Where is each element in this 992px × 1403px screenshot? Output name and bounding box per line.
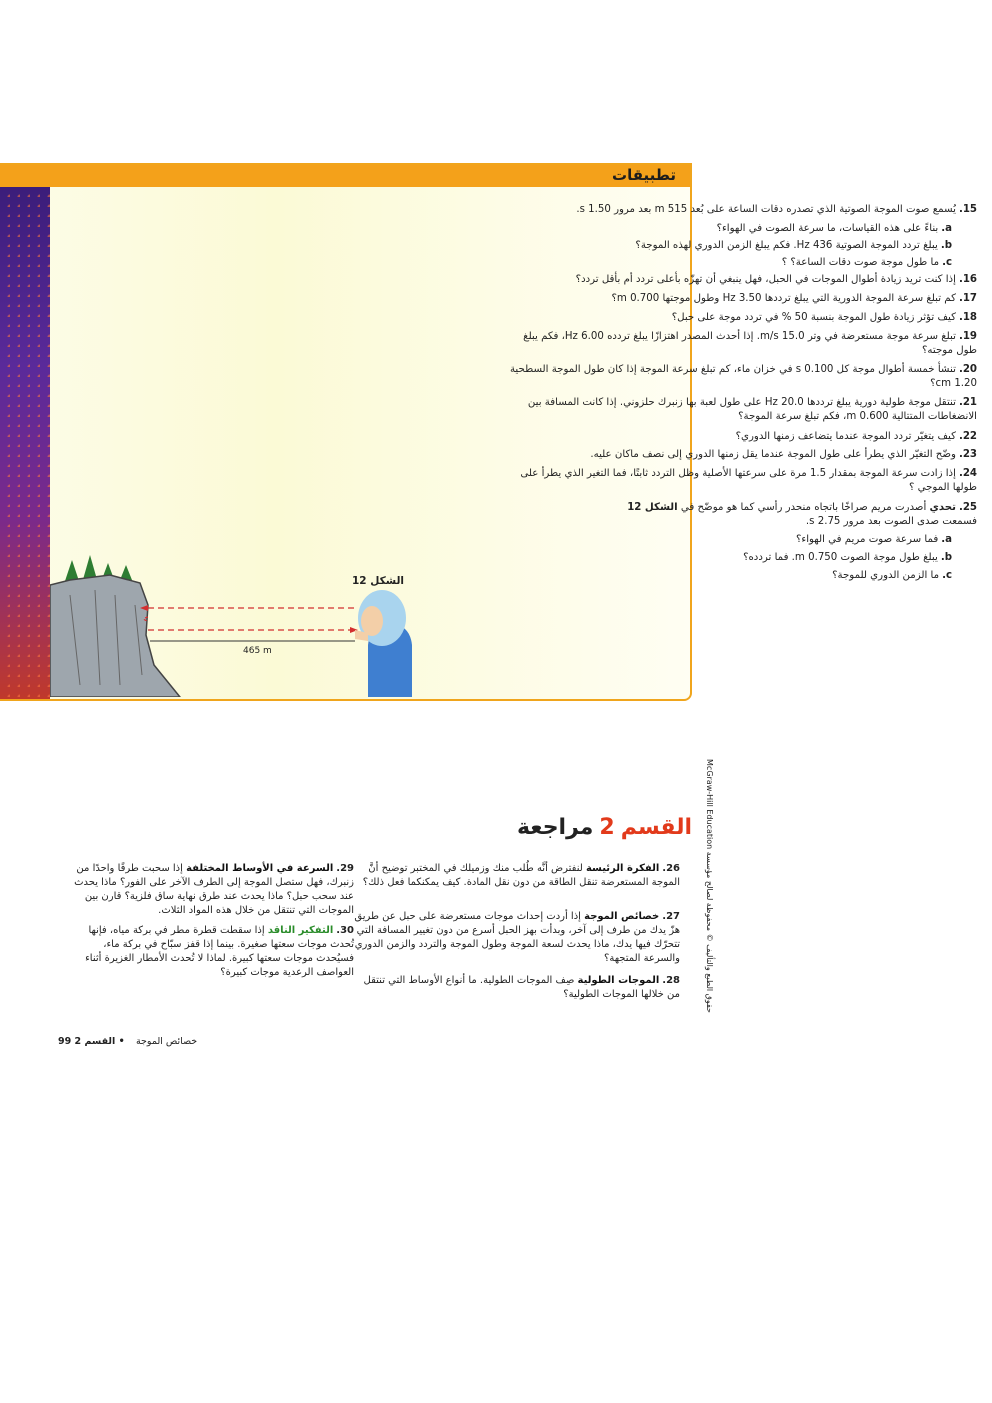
question-15b: b.يبلغ تردد الموجة الصوتية 436 Hz. فكم يبلغ الزمن الدوري لهذه الموجة؟ [635,240,952,251]
figure-12-label: الشكل 12 [352,575,404,587]
page-footer: 99 خصائص الموجة • القسم 2 [58,1036,198,1047]
question-25a: a.فما سرعة صوت مريم في الهواء؟ [796,534,952,545]
review-question-28: 28.الموجات الطولية صِف الموجات الطولية. ما أنواع الأوساط التي تنتقل من خلالها الموجات الطولية؟ [363,975,680,1000]
question-24: 24.إذا زادت سرعة الموجة بمقدار 1.5 مرة على سرعتها الأصلية وظل التردد ثابتًا، فما التغير الذي يطرأ على طولها الموجي ؟ [520,468,977,493]
question-17: 17.كم تبلغ سرعة الموجة الدورية التي يبلغ ترددها 3.50 Hz وطول موجتها 0.700 m؟ [611,293,977,304]
figure-12-illustration [50,545,470,697]
cliff [50,575,180,697]
question-25b: b.يبلغ طول موجة الصوت 0.750 m. فما تردده؟ [743,552,952,563]
question-15c: c.ما طول موجة صوت دقات الساعة؟ ؟ [781,257,952,268]
question-19: 19.تبلغ سرعة موجة مستعرضة في وتر 15.0 m/s. إذا أحدث المصدر اهتزازًا يبلغ تردده 6.00 Hz، فكم يبلغ طول موجته؟ [523,331,977,356]
question-18: 18.كيف تؤثر زيادة طول الموجة بنسبة 50 % في تردد موجة على حبل؟ [671,312,977,323]
question-23: 23.وضّح التغيّر الذي يطرأ على طول الموجة عندما يقل زمنها الدوري إلى نصف ماكان عليه. [590,449,977,460]
decorative-side-band [0,187,50,699]
applications-header [0,165,690,187]
question-25: 25.تحدي أصدرت مريم صراخًا باتجاه منحدر رأسي كما هو موضّح في الشكل 12 فسمعت صدى الصوت بعد مرور 2.75 s. [627,502,977,527]
question-15a: a.بناءً على هذه القياسات، ما سرعة الصوت في الهواء؟ [716,223,952,234]
question-16: 16.إذا كنت تريد زيادة أطوال الموجات في الحبل، فهل ينبغي أن تهزّه بأعلى تردد أم بأقل تردد؟ [575,274,977,285]
distance-label: 465 m [243,646,272,656]
review-question-27: 27.خصائص الموجة إذا أردت إحداث موجات مستعرضة على حبل عن طريق هزّ يدك من طرف إلى آخر، وبدأت بهز الحبل أسرع من دون تغيير المسافة التي تتحرّك فيها يدك، ماذا يحدث لسعة الموجة وطول الموجة والتردد والزمن الدوري والسرعة المتجهة؟ [354,911,680,964]
girl-figure [355,590,412,697]
review-question-26: 26.الفكرة الرئيسة لنفترض أنَّه طُلب منك وزميلك في المختبر توضيح أنَّ الموجة المستعرضة تنقل الطاقة من دون نقل المادة. كيف يمكنكما فعل ذلك؟ [362,863,680,888]
question-21: 21.تنتقل موجة طولية دورية يبلغ ترددها 20.0 Hz على طول لعبة بها زنبرك حلزوني. إذا كانت المسافة بين الانضغاطات المتتالية 0.600 m، فكم تبلغ سرعة الموجة؟ [527,397,977,422]
review-question-30: 30.التفكير الناقد إذا سقطت قطرة مطر في بركة مياه، فإنها تُحدث موجات سعتها صغيرة. بينما إذا قفز سبّاح في بركة ماء، فسيُحدث موجات سعتها كبيرة. لماذا لا تُحدث الأمطار الغزيرة أثناء العواصف الرعدية موجات كبيرة؟ [85,925,354,978]
page-number: 99 [58,1036,72,1047]
review-title: القسم2مراجعة [516,815,692,840]
question-20: 20.تنشأ خمسة أطوال موجة كل 0.100 s في خزان ماء، كم تبلغ سرعة الموجة إذا كان طول الموجة السطحية 1.20 cm؟ [509,364,977,389]
side-credit: حقوق الطبع والتأليف © محفوظة لصالح مؤسسة McGraw-Hill Education [705,759,714,1013]
review-question-29: 29.السرعة في الأوساط المختلفة إذا سحبت طرفًا واحدًا من زنبرك، فهل ستصل الموجة إلى الطرف الآخر على الفور؟ ماذا يحدث عند سحب حبل؟ ماذا يحدث عند طرق نهاية ساق فلزية؟ قارن بين الموجات التي تنتقل من خلال هذه المواد الثلاث. [74,863,354,916]
applications-title: تطبيقات [612,166,676,184]
question-15: 15.يُسمع صوت الموجة الصوتية الذي تصدره دقات الساعة على بُعد 515 m بعد مرور 1.50 s. [576,204,977,215]
question-25c: c.ما الزمن الدوري للموجة؟ [832,570,952,581]
question-22: 22.كيف يتغيّر تردد الموجة عندما يتضاعف زمنها الدوري؟ [735,431,977,442]
